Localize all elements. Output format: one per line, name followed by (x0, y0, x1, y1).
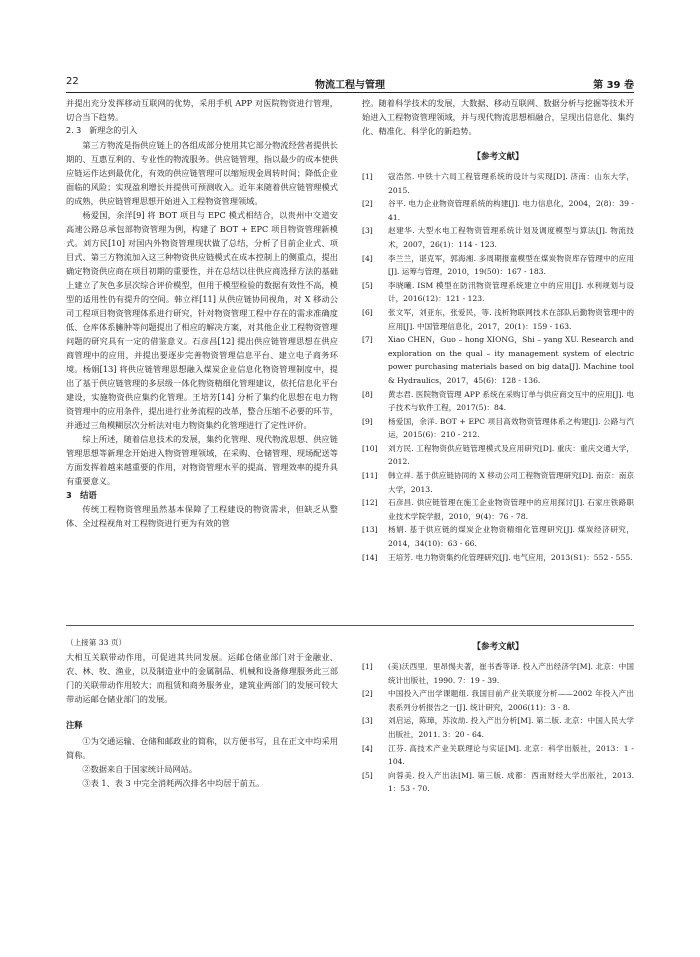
reference-text: 中国投入产出学课题组. 我国目前产业关联度分析——2002 年投入产出表系列分析报告之一[J]. 统计研究，2006(11)：3 - 8. (388, 689, 634, 712)
reference-number: [7] (362, 335, 373, 345)
reference-number: [4] (362, 743, 373, 753)
reference-number: [3] (362, 226, 373, 236)
reference-number: [8] (362, 389, 373, 399)
reference-text: 赵建华. 大型水电工程物资管理系统计划及调度模型与算法[J]. 物流技术，2007，26(1)：114 - 123. (388, 226, 634, 249)
paragraph: 第三方物流是指供应链上的各组成部分使用其它部分物流经营者提供长期的、互惠互利的、专业性的物流服务。供应链管理，指以最少的成本使供应链运作达到最优化，有效的供应链管理可以缩短现金周转时间；降低企业面临的风险；实现盈利增长并提供可预测收入。近年来随着供应链管理模式的成熟，供应链管理思想开始进入工程物资管理领域。 (66, 140, 338, 206)
reference-number: [4] (362, 253, 373, 263)
paragraph: 控。随着科学技术的发展，大数据、移动互联网、数据分析与挖掘等技术开始进入工程物资管理领域，并与现代物流思想相融合，呈现出信息化、集约化、精准化、科学化的新趋势。 (362, 98, 634, 136)
reference-item (362, 306, 634, 333)
reference-item (362, 742, 634, 769)
reference-item (362, 224, 634, 251)
reference-text: 黄志君. 医院物资管理 APP 系统在采购订单与供应商交互中的应用[J]. 电子技术与软件工程，2017(5)：84. (388, 389, 634, 413)
reference-number: [9] (362, 416, 373, 426)
paragraph: 综上所述，随着信息技术的发展，集约化管理、现代物流思想、供应链管理思想等新理念开始进入物资管理领域，在采购、仓储管理、现场配送等方面发挥着越来越重要的作用，对物资管理水平的提高、管理效率的提升具有重要意义。 (66, 434, 338, 486)
header-rule (66, 92, 634, 93)
section-heading: 3 结语 (66, 490, 97, 500)
reference-item (362, 660, 634, 687)
notes-title: 注释 (66, 720, 83, 730)
reference-number: [3] (362, 716, 373, 726)
reference-number: [5] (362, 770, 373, 780)
reference-text: 刘方民. 工程物资供应链管理模式及应用研究[D]. 重庆：重庆交通大学，2012. (388, 443, 634, 467)
reference-item (362, 687, 634, 714)
references-title: 【参考文献】 (472, 642, 524, 652)
reference-item (362, 197, 634, 224)
section-divider (66, 625, 634, 626)
reference-number: [2] (362, 199, 373, 209)
reference-text: 王培芳. 电力物资集约化管理研究[J]. 电气应用，2013(S1)：552 - 555. (388, 552, 633, 562)
reference-text: 杨爱国，余洋. BOT + EPC 项目高效物资管理体系之构建[J]. 公路与汽运，2015(6)：210 - 212. (388, 416, 634, 440)
reference-item (362, 769, 634, 796)
reference-text: 谷平. 电力企业物资管理系统的构建[J]. 电力信息化，2004，2(8)：39 - 41. (388, 199, 634, 222)
reference-number: [11] (362, 471, 378, 481)
reference-item (362, 388, 634, 415)
reference-item (362, 170, 634, 197)
paragraph: 并提出充分发挥移动互联网的优势，采用手机 APP 对医院物资进行管理，切合当下趋势。 (66, 98, 338, 122)
note-item: ①为交通运输、仓储和邮政业的简称，以方便书写，且在正文中均采用简称。 (66, 736, 338, 760)
reference-text: Xiao CHEN，Guo – hong XIONG，Shi – yang XU. Research and exploration on the qual – ity management system of electric power purchasing materials based on big data[J]. Machine tool & Hydraulics，2017，45(6)：128 - 136. (388, 335, 634, 385)
reference-text: 杨娟. 基于供应链的煤炭企业物资精细化管理研究[J]. 煤炭经济研究，2014，34(10)：63 - 66. (388, 525, 634, 549)
reference-number: [5] (362, 280, 373, 290)
reference-number: [14] (362, 552, 378, 562)
reference-item (362, 252, 634, 279)
reference-item (362, 279, 634, 306)
reference-number: [1] (362, 172, 373, 181)
reference-item (362, 469, 634, 496)
paragraph: 杨爱国，余洋[9] 将 BOT 项目与 EPC 模式相结合，以贵州中交道安高速公路总承包部物资管理为例，构建了 BOT + EPC 项目物资管理新模式。刘方民[10] 对国内外物资管理现状做了总结，分析了目前企业式、项目式、第三方物流加入这三种物资供应链模式在成本控制上的侧重点，提出确定物资供应商在项目初期的重要性，并在总结以往供应商选择方法的基础上建立了灰色多层次综合评价模型，但用于模型检验的数据有效性不高，模型的适用性仍有提升的空间。韩立祥[11] 从供应链协同视角，对 X 移动公司工程项目物资管理体系进行研究，针对物资管理工程中存在的需求准确度低、仓库体系臃肿等问题提出了相应的解决方案，对其他企业工程物资管理问题的研究具有一定的借鉴意义。石彦昌[12] 提出供应链管理思想在供应商管理中的应用，并提出要逐步完善物资管理信息平台、建立电子商务环境。杨娟[13] 将供应链管理思想融入煤炭企业信息化物资管理制度中，提出了基于供应链管理的多层级一体化物资精细化管理建议，依托信息化平台建设，实施物资供应集约化管理。王培芳[14] 分析了集约化思想在电力物资管理中的应用条件，提出进行业务流程的改革，整合压缩不必要的环节，并通过三角模糊层次分析法对电力物资集约化管理进行了定性评价。 (66, 210, 338, 430)
reference-text: 韩立祥. 基于供应链协同的 X 移动公司工程物资管理研究[D]. 南京：南京大学，2013. (388, 471, 634, 494)
continued-column (66, 636, 338, 790)
reference-number: [2] (362, 689, 373, 699)
reference-number: [6] (362, 307, 373, 317)
reference-item (362, 333, 634, 387)
reference-list (362, 170, 634, 564)
reference-number: [1] (362, 662, 373, 671)
reference-item (362, 442, 634, 469)
section-heading: 2. 3 新理念的引入 (66, 126, 138, 135)
journal-title: 物流工程与管理 (315, 80, 385, 91)
paragraph: 传统工程物资管理虽然基本保障了工程建设的物资需求，但缺乏从整体、全过程视角对工程物资进行更为有效的管 (66, 504, 338, 528)
reference-text: (美)沃西里．里昂惕夫著，崔书香等译. 投入产出经济学[M]. 北京：中国统计出版社，1990. 7：19 - 39. (388, 662, 634, 685)
note-item: ③表 1、表 3 中完全消耗两次排名中均居于前五。 (82, 778, 265, 788)
reference-item (362, 496, 634, 523)
note-item: ②数据来自于国家统计局网站。 (82, 764, 198, 774)
reference-item (362, 415, 634, 442)
reference-list (362, 660, 634, 796)
reference-text: 寇浩然. 中铁十六局工程管理系统的设计与实现[D]. 济南：山东大学，2015. (388, 172, 634, 195)
running-header (66, 76, 634, 90)
reference-item (362, 551, 634, 565)
continuation-note: （上接第 33 页） (66, 638, 127, 647)
reference-number: [12] (362, 498, 378, 508)
volume-label: 第 39 卷 (593, 80, 634, 91)
paragraph: 大相互关联带动作用，可促进其共同发展。运邮仓储业部门对于金融业、农、林、牧、渔业，以及制造业中的金属制品、机械和设备修理服务此三部门的关联带动作用较大；而租赁和商务服务业，建筑业两部门的发展可较大带动运邮仓储业部门的发展。 (66, 652, 338, 704)
reference-number: [13] (362, 525, 378, 535)
bottom-references (362, 636, 634, 796)
reference-text: 张文军，刘亚东，张爱民，等. 浅析物联网技术在部队后勤物资管理中的应用[J]. 中国管理信息化，2017，20(1)：159 - 163. (388, 307, 634, 331)
reference-text: 江芬. 高技术产业关联理论与实证[M]. 北京：科学出版社，2013：1 - 104. (388, 743, 634, 767)
reference-number: [10] (362, 443, 378, 453)
right-column (362, 96, 634, 564)
reference-text: 李兰兰，谌克军，郭海湘. 多周期报童模型在煤炭物资库存管理中的应用[J]. 运筹与管理，2010，19(50)：167 - 183. (388, 253, 634, 277)
reference-text: 李晓曦. ISM 模型在防汛物资管理系统建立中的应用[J]. 水利规划与设计，2016(12)：121 - 123. (388, 280, 634, 304)
reference-text: 向蓉美. 投入产出法[M]. 第三版. 成都：西南财经大学出版社，2013. 1：53 - 70. (388, 770, 634, 794)
page-number: 22 (66, 76, 79, 87)
reference-text: 刘启运，陈璋，苏汝劼. 投入产出分析[M]. 第二版. 北京：中国人民大学出版社，2011. 3：20 - 64. (388, 716, 634, 739)
references-title: 【参考文献】 (472, 152, 524, 162)
left-column (66, 96, 338, 530)
reference-item (362, 523, 634, 550)
reference-item (362, 714, 634, 741)
reference-text: 石彦昌. 供应链管理在施工企业物资管理中的应用探讨[J]. 石家庄铁路职业技术学院学报，2010，9(4)：76 - 78. (388, 498, 634, 521)
